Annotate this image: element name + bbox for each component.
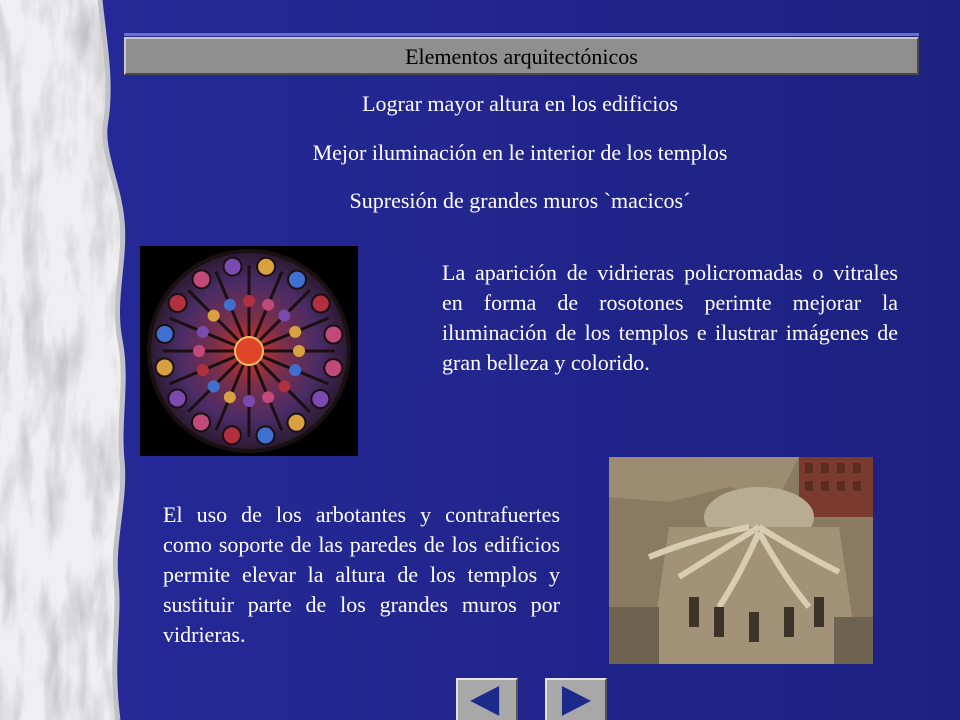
triangle-right-icon [547, 680, 605, 720]
point-lighting: Mejor iluminación en le interior de los templos [312, 140, 728, 165]
rose-window-image [140, 246, 358, 456]
marble-border-decoration [0, 0, 150, 720]
slide-title: Elementos arquitectónicos [124, 37, 919, 75]
point-height: Lograr mayor altura en los edificios [362, 91, 678, 116]
triangle-left-icon [458, 680, 516, 720]
rose-window-paragraph: La aparición de vidrieras policromadas o vitrales en forma de rosotones perimte mejorar la iluminación de los templos e ilustrar imágenes de gran belleza y colorido. [442, 260, 898, 375]
next-slide-button[interactable] [545, 678, 607, 720]
previous-slide-button[interactable] [456, 678, 518, 720]
title-accent-line [124, 33, 919, 36]
buttresses-paragraph: El uso de los arbotantes y contrafuertes como soporte de las paredes de los edificios permite elevar la altura de los templos y sustituir parte de los grandes muros por vidrieras. [163, 502, 560, 647]
cathedral-buttresses-image [609, 457, 873, 664]
point-walls: Supresión de grandes muros `macicos´ [349, 188, 691, 213]
